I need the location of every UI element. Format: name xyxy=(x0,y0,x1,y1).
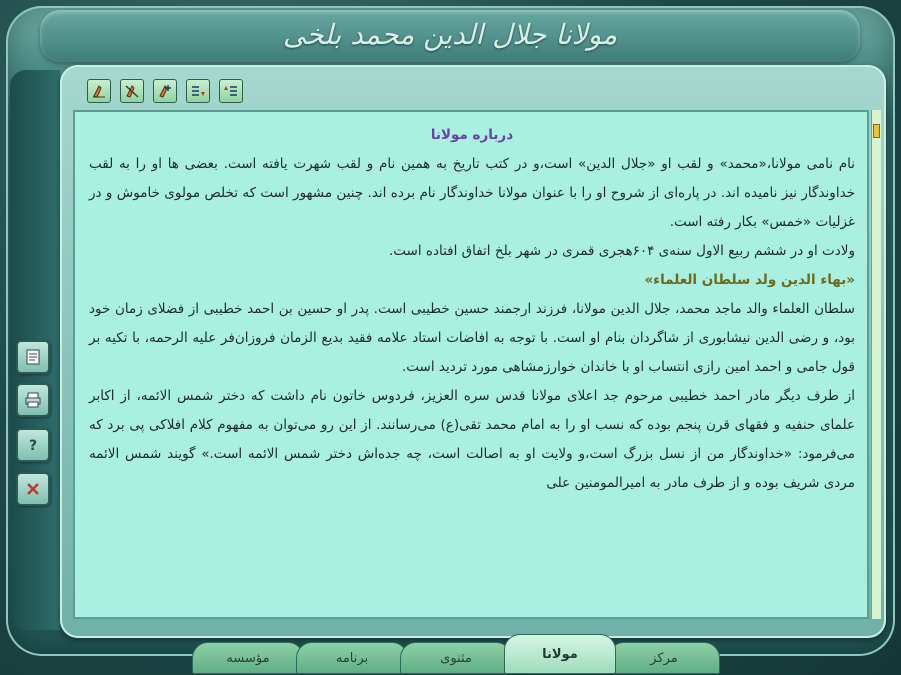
article-subheading: «بهاء الدین ولد سلطان العلماء» xyxy=(644,272,855,288)
tab-label: برنامه xyxy=(335,650,369,666)
notes-button[interactable] xyxy=(16,340,50,374)
tab-molana[interactable] xyxy=(504,634,616,674)
tab-label: مولانا xyxy=(542,646,578,662)
exit-button[interactable] xyxy=(16,472,50,506)
zoom-text-button[interactable] xyxy=(153,79,177,103)
article-heading: درباره مولانا xyxy=(430,127,514,143)
tab-program[interactable] xyxy=(296,642,408,674)
close-icon xyxy=(24,480,42,498)
tab-label: مرکز xyxy=(650,650,678,666)
article-paragraph: نام نامی مولانا،«محمد» و لقب او «جلال الدین» است،و در کتب تاریخ به همین نام و لقب شهرت یافته است. بعضی ها او را به لقب خداوندگار نیز نامیده اند. در پاره‌ای از شروح او را با عنوان مولانا خداوندگار نام برده اند. چنین مشهور است که تخلص مولوی خاموش و در غزلیات «خمس» بکار رفته است. xyxy=(89,156,855,230)
tab-center[interactable] xyxy=(608,642,720,674)
app-title: مولانا جلال الدین محمد بلخی xyxy=(282,18,618,51)
vertical-scrollbar[interactable] xyxy=(871,110,881,619)
notes-icon xyxy=(24,348,42,366)
clear-highlight-button[interactable] xyxy=(120,79,144,103)
align-up-button[interactable] xyxy=(219,79,243,103)
bottom-tabs xyxy=(192,638,712,675)
scrollbar-thumb[interactable] xyxy=(873,124,880,138)
align-down-icon xyxy=(190,83,206,99)
print-button[interactable] xyxy=(16,383,50,417)
zoom-text-icon xyxy=(157,83,173,99)
help-button[interactable] xyxy=(16,428,50,462)
help-icon xyxy=(24,436,42,454)
tab-label: مؤسسه xyxy=(226,650,270,666)
highlight-icon xyxy=(91,83,107,99)
tab-institute[interactable] xyxy=(192,642,304,674)
article-text-panel[interactable] xyxy=(73,110,869,619)
align-up-icon xyxy=(223,83,239,99)
article-paragraph: از طرف دیگر مادر احمد خطیبی مرحوم جد اعلای مولانا قدس سره العزیز، فردوس خاتون نام داشت که دختر شمس الائمه، از اکابر علمای حنفیه و فقهای قرن پنجم بوده که نسب او را به امام محمد تقی(ع) می‌رسانند. از این رو می‌توان به مفهوم کلام افلاکی پی برد که می‌فرمود: «خداوندگار من از نسل بزرگ است،و ولایت او به اصالت است، چه جده‌اش دختر شمس الائمه است.» گویند شمس الائمه مردی شریف بوده و از طرف مادر به امیرالمومنین علی xyxy=(89,388,855,491)
article xyxy=(75,112,867,498)
text-toolbar xyxy=(87,79,243,105)
title-bar xyxy=(40,10,860,62)
highlight-button[interactable] xyxy=(87,79,111,103)
align-down-button[interactable] xyxy=(186,79,210,103)
print-icon xyxy=(24,391,42,409)
clear-highlight-icon xyxy=(124,83,140,99)
tab-label: مثنوی xyxy=(440,650,472,666)
article-paragraph: ولادت او در ششم ربیع الاول سنه‌ی ۶۰۴هجری قمری در شهر بلخ اتفاق افتاده است. xyxy=(388,243,855,259)
tab-masnavi[interactable] xyxy=(400,642,512,674)
article-paragraph: سلطان العلماء والد ماجد محمد، جلال الدین مولانا، فرزند ارجمند حسین خطیبی است. پدر او حسین بن احمد خطیبی از فضلای زمان خود بود، و رضی الدین نیشابوری از شاگردان بنام او است. با توجه به افاضات استاد علامه فقید بدیع الزمان فروزان‌فر علیه الرحمه، با تکیه بر قول جامی و احمد امین رازی انتساب او با خاندان خوارزمشاهی مورد تردید است. xyxy=(89,301,855,375)
svg-text:?: ? xyxy=(28,438,38,454)
